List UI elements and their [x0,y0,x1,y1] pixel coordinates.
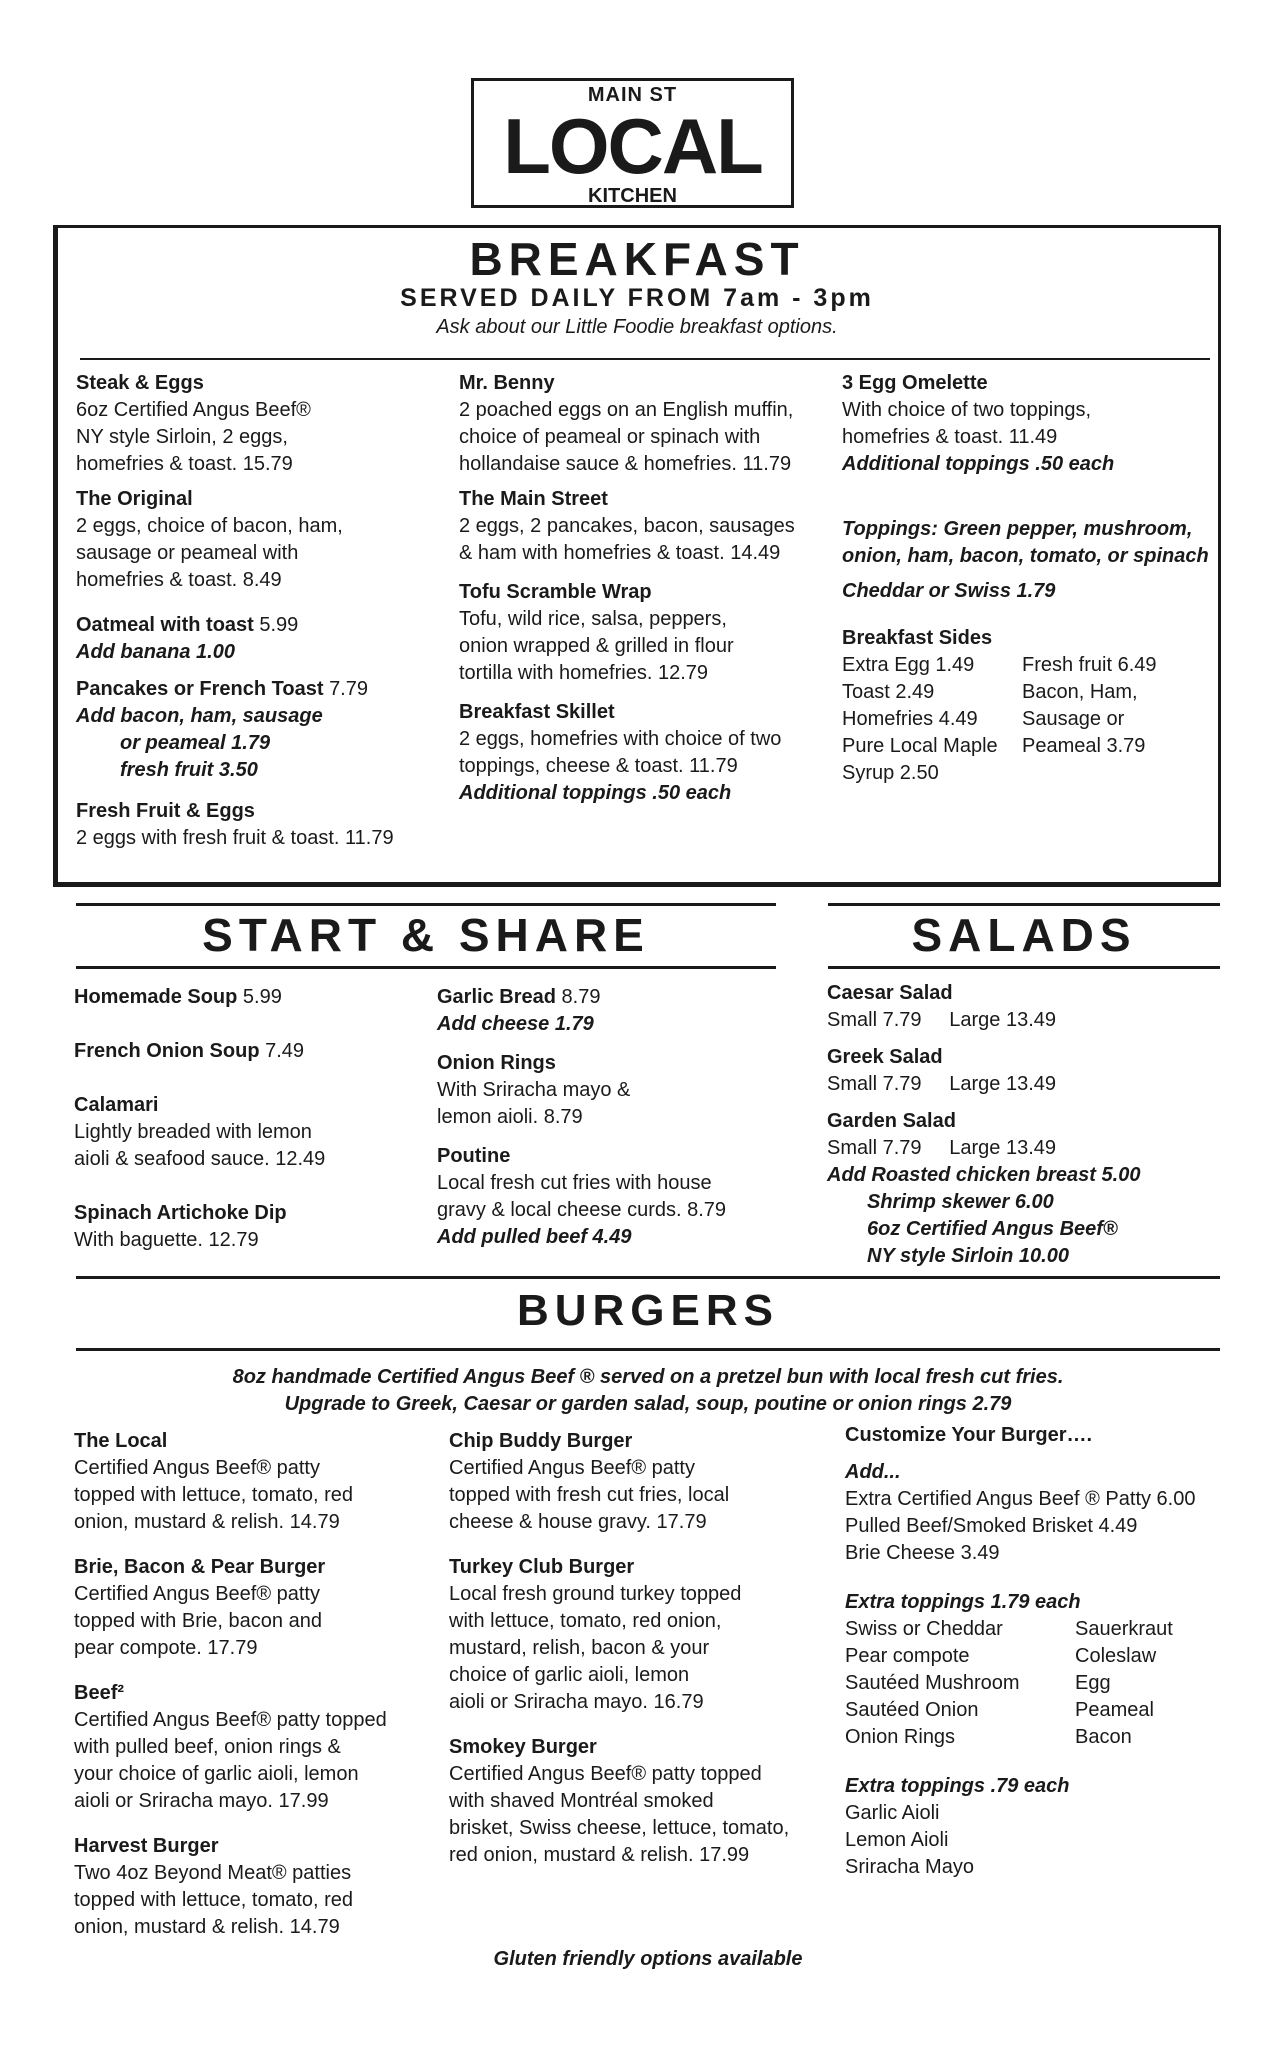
cheese-addon: Cheddar or Swiss 1.79 [842,580,1056,602]
caesar-salad [827,980,1217,1034]
homemade-soup [74,984,414,1011]
item-desc: With choice of two toppings, [842,399,1092,421]
omelette [842,370,1212,478]
item-price: 7.49 [265,1040,305,1062]
item-name: Pancakes or French Toast [76,678,324,700]
item-name: The Original [76,488,193,510]
gluten-note: Gluten friendly options available [493,1948,803,1970]
toppings-line: Toppings: Green pepper, mushroom, [842,518,1193,540]
item-desc: Local fresh ground turkey topped [449,1583,742,1605]
item-name: 3 Egg Omelette [842,372,988,394]
item-addon: Add cheese 1.79 [437,1013,594,1035]
side-item: Peameal 3.79 [1022,735,1146,757]
burgers-col2 [449,1428,829,1869]
item-desc: lemon aioli. 8.79 [437,1106,583,1128]
chip-buddy-burger [449,1428,829,1536]
item-addon: Add banana 1.00 [76,641,235,663]
salads-list [827,980,1217,1270]
item-name: Garlic Bread [437,986,556,1008]
steak-eggs [76,370,436,478]
item-desc: onion, mustard & relish. 14.79 [74,1916,340,1938]
item-desc: with lettuce, tomato, red onion, [449,1610,722,1632]
item-desc: topped with fresh cut fries, local [449,1484,730,1506]
calamari [74,1092,414,1173]
garden-salad [827,1108,1217,1162]
item-addon: Additional toppings .50 each [459,782,732,804]
burgers-col1 [74,1428,434,1941]
salad-addon: NY style Sirloin 10.00 [867,1245,1069,1267]
item-name: Poutine [437,1145,511,1167]
turkey-club-burger [449,1554,829,1716]
breakfast-col3 [842,370,1212,787]
item-desc: aioli or Sriracha mayo. 16.79 [449,1691,704,1713]
side-item: Pure Local Maple [842,735,998,757]
item-desc: gravy & local cheese curds. 8.79 [437,1199,727,1221]
item-desc: Local fresh cut fries with house [437,1172,712,1194]
start-share-rule-bottom [76,966,776,969]
item-desc: hollandaise sauce & homefries. 11.79 [459,453,792,475]
item-sizes: Small 7.79 Large 13.49 [827,1073,1057,1095]
sides-right [1022,652,1157,787]
burgers-note1: 8oz handmade Certified Angus Beef ® served on a pretzel bun with local fresh cut fries. [232,1366,1064,1388]
start-share-rule-top [76,903,776,906]
start-share-col1 [74,984,414,1254]
salad-addon: 6oz Certified Angus Beef® [867,1218,1118,1240]
fruit-eggs [76,798,436,852]
customize-add-item: Extra Certified Angus Beef ® Patty 6.00 [845,1488,1196,1510]
customize-add-item: Brie Cheese 3.49 [845,1542,1000,1564]
topping-item: Garlic Aioli [845,1802,940,1824]
item-desc: topped with Brie, bacon and [74,1610,322,1632]
item-desc: aioli & seafood sauce. 12.49 [74,1148,326,1170]
extra-toppings-columns [845,1616,1225,1751]
brie-burger [74,1554,434,1662]
salads-title: SALADS [911,909,1137,961]
side-item: Bacon, Ham, [1022,681,1138,703]
item-name: Beef² [74,1682,125,1704]
item-desc: red onion, mustard & relish. 17.99 [449,1844,750,1866]
salad-addon: Shrimp skewer 6.00 [867,1191,1054,1213]
item-price: 5.99 [259,614,299,636]
pancakes [76,676,436,784]
topping-item: Sautéed Mushroom [845,1672,1020,1694]
item-name: Steak & Eggs [76,372,204,394]
item-desc: Certified Angus Beef® patty topped [449,1763,762,1785]
item-desc: homefries & toast. 11.49 [842,426,1058,448]
topping-item: Bacon [1075,1726,1132,1748]
item-addon: Add pulled beef 4.49 [437,1226,632,1248]
logo-line3: KITCHEN [588,185,677,207]
side-item: Homefries 4.49 [842,708,978,730]
topping-item: Swiss or Cheddar [845,1618,1003,1640]
burgers-rule-top [76,1276,1220,1279]
item-name: Tofu Scramble Wrap [459,581,652,603]
item-price: 8.79 [561,986,601,1008]
item-name: Mr. Benny [459,372,555,394]
customize-title: Customize Your Burger…. [845,1424,1093,1446]
salads-rule-bottom [828,966,1220,969]
item-desc: Lightly breaded with lemon [74,1121,312,1143]
extra-toppings-label: Extra toppings 1.79 each [845,1591,1081,1613]
beef2-burger [74,1680,434,1815]
breakfast-col2 [459,370,839,807]
breakfast-sides [842,625,1212,787]
breakfast-subtitle: SERVED DAILY FROM 7am - 3pm [400,284,874,312]
salad-addon: Add Roasted chicken breast 5.00 [827,1164,1141,1186]
item-desc: onion, mustard & relish. 14.79 [74,1511,340,1533]
item-desc: & ham with homefries & toast. 14.49 [459,542,781,564]
item-name: Onion Rings [437,1052,556,1074]
item-desc: toppings, cheese & toast. 11.79 [459,755,738,777]
customize-burger [845,1422,1225,1881]
topping-item: Sriracha Mayo [845,1856,974,1878]
side-item: Sausage or [1022,708,1125,730]
topping-item: Sauerkraut [1075,1618,1173,1640]
logo-line2: LOCAL [503,102,762,190]
spinach-dip [74,1200,414,1254]
burgers-rule-bottom [76,1348,1220,1351]
item-desc: With baguette. 12.79 [74,1229,259,1251]
item-desc: with shaved Montréal smoked [449,1790,714,1812]
item-desc: brisket, Swiss cheese, lettuce, tomato, [449,1817,790,1839]
item-name: Breakfast Skillet [459,701,615,723]
item-desc: pear compote. 17.79 [74,1637,258,1659]
main-street [459,486,839,567]
item-desc: Tofu, wild rice, salsa, peppers, [459,608,727,630]
item-name: French Onion Soup [74,1040,260,1062]
item-name: Greek Salad [827,1046,943,1068]
item-desc: 2 eggs with fresh fruit & toast. 11.79 [76,827,394,849]
item-sizes: Small 7.79 Large 13.49 [827,1009,1057,1031]
item-desc: 6oz Certified Angus Beef® [76,399,311,421]
item-desc: choice of garlic aioli, lemon [449,1664,690,1686]
breakfast-skillet [459,699,839,807]
item-name: Homemade Soup [74,986,238,1008]
salads-rule-top [828,903,1220,906]
breakfast-divider [80,358,1210,360]
side-item: Extra Egg 1.49 [842,654,975,676]
item-addon: or peameal 1.79 [120,732,271,754]
item-desc: Certified Angus Beef® patty [74,1457,320,1479]
item-desc: homefries & toast. 8.49 [76,569,282,591]
breakfast-note: Ask about our Little Foodie breakfast options. [436,316,838,338]
item-name: The Main Street [459,488,608,510]
item-desc: With Sriracha mayo & [437,1079,631,1101]
item-price: 5.99 [242,986,282,1008]
side-item: Toast 2.49 [842,681,935,703]
item-desc: NY style Sirloin, 2 eggs, [76,426,288,448]
item-name: Spinach Artichoke Dip [74,1202,287,1224]
item-addon: Additional toppings .50 each [842,453,1115,475]
item-desc: 2 poached eggs on an English muffin, [459,399,794,421]
french-onion-soup [74,1038,414,1065]
topping-item: Pear compote [845,1645,970,1667]
item-desc: Certified Angus Beef® patty [74,1583,320,1605]
item-name: Brie, Bacon & Pear Burger [74,1556,326,1578]
item-name: Turkey Club Burger [449,1556,635,1578]
item-desc: 2 eggs, choice of bacon, ham, [76,515,343,537]
side-item: Syrup 2.50 [842,762,939,784]
extra-toppings-left [845,1616,1075,1751]
item-desc: homefries & toast. 15.79 [76,453,293,475]
item-desc: your choice of garlic aioli, lemon [74,1763,359,1785]
topping-item: Peameal [1075,1699,1154,1721]
item-desc: with pulled beef, onion rings & [74,1736,341,1758]
item-price: 7.79 [329,678,368,700]
item-desc: mustard, relish, bacon & your [449,1637,710,1659]
item-desc: 2 eggs, homefries with choice of two [459,728,782,750]
item-name: Oatmeal with toast [76,614,254,636]
customize-add-item: Pulled Beef/Smoked Brisket 4.49 [845,1515,1138,1537]
item-name: Chip Buddy Burger [449,1430,633,1452]
item-desc: topped with lettuce, tomato, red [74,1484,354,1506]
item-name: The Local [74,1430,168,1452]
item-desc: sausage or peameal with [76,542,299,564]
garlic-bread [437,984,777,1038]
item-name: Fresh Fruit & Eggs [76,800,255,822]
toppings-line: onion, ham, bacon, tomato, or spinach [842,545,1209,567]
sides-columns [842,652,1212,787]
item-desc: Certified Angus Beef® patty [449,1457,695,1479]
topping-item: Coleslaw [1075,1645,1157,1667]
burgers-note2: Upgrade to Greek, Caesar or garden salad, soup, poutine or onion rings 2.79 [284,1393,1012,1415]
breakfast-col1 [76,370,436,852]
smokey-burger [449,1734,829,1869]
toppings [842,516,1212,605]
start-share-title: START & SHARE [202,909,650,961]
item-desc: cheese & house gravy. 17.79 [449,1511,707,1533]
extra-toppings2-label: Extra toppings .79 each [845,1775,1070,1797]
topping-item: Egg [1075,1672,1111,1694]
item-name: Calamari [74,1094,159,1116]
burgers-title: BURGERS [516,1286,780,1335]
topping-item: Sautéed Onion [845,1699,979,1721]
logo-line1: MAIN ST [587,84,678,106]
mr-benny [459,370,839,478]
side-item: Fresh fruit 6.49 [1022,654,1157,676]
onion-rings [437,1050,777,1131]
oatmeal [76,612,436,666]
topping-item: Lemon Aioli [845,1829,949,1851]
item-name: Caesar Salad [827,982,953,1004]
breakfast-title: BREAKFAST [469,233,805,285]
harvest-burger [74,1833,434,1941]
item-desc: Certified Angus Beef® patty topped [74,1709,387,1731]
item-desc: onion wrapped & grilled in flour [459,635,734,657]
item-desc: 2 eggs, 2 pancakes, bacon, sausages [459,515,795,537]
poutine [437,1143,777,1251]
logo [471,78,794,208]
item-desc: choice of peameal or spinach with [459,426,761,448]
extra-toppings-right [1075,1616,1173,1751]
sides-left [842,652,1022,787]
item-sizes: Small 7.79 Large 13.49 [827,1137,1057,1159]
item-desc: topped with lettuce, tomato, red [74,1889,354,1911]
the-local-burger [74,1428,434,1536]
item-name: Garden Salad [827,1110,956,1132]
customize-add-label: Add... [845,1461,901,1483]
item-name: Breakfast Sides [842,627,993,649]
the-original [76,486,436,594]
item-desc: tortilla with homefries. 12.79 [459,662,709,684]
item-addon: fresh fruit 3.50 [120,759,258,781]
item-name: Harvest Burger [74,1835,219,1857]
item-addon: Add bacon, ham, sausage [76,705,323,727]
start-share-col2 [437,984,777,1251]
tofu-wrap [459,579,839,687]
greek-salad [827,1044,1217,1098]
item-desc: aioli or Sriracha mayo. 17.99 [74,1790,329,1812]
item-name: Smokey Burger [449,1736,597,1758]
item-desc: Two 4oz Beyond Meat® patties [74,1862,352,1884]
topping-item: Onion Rings [845,1726,956,1748]
